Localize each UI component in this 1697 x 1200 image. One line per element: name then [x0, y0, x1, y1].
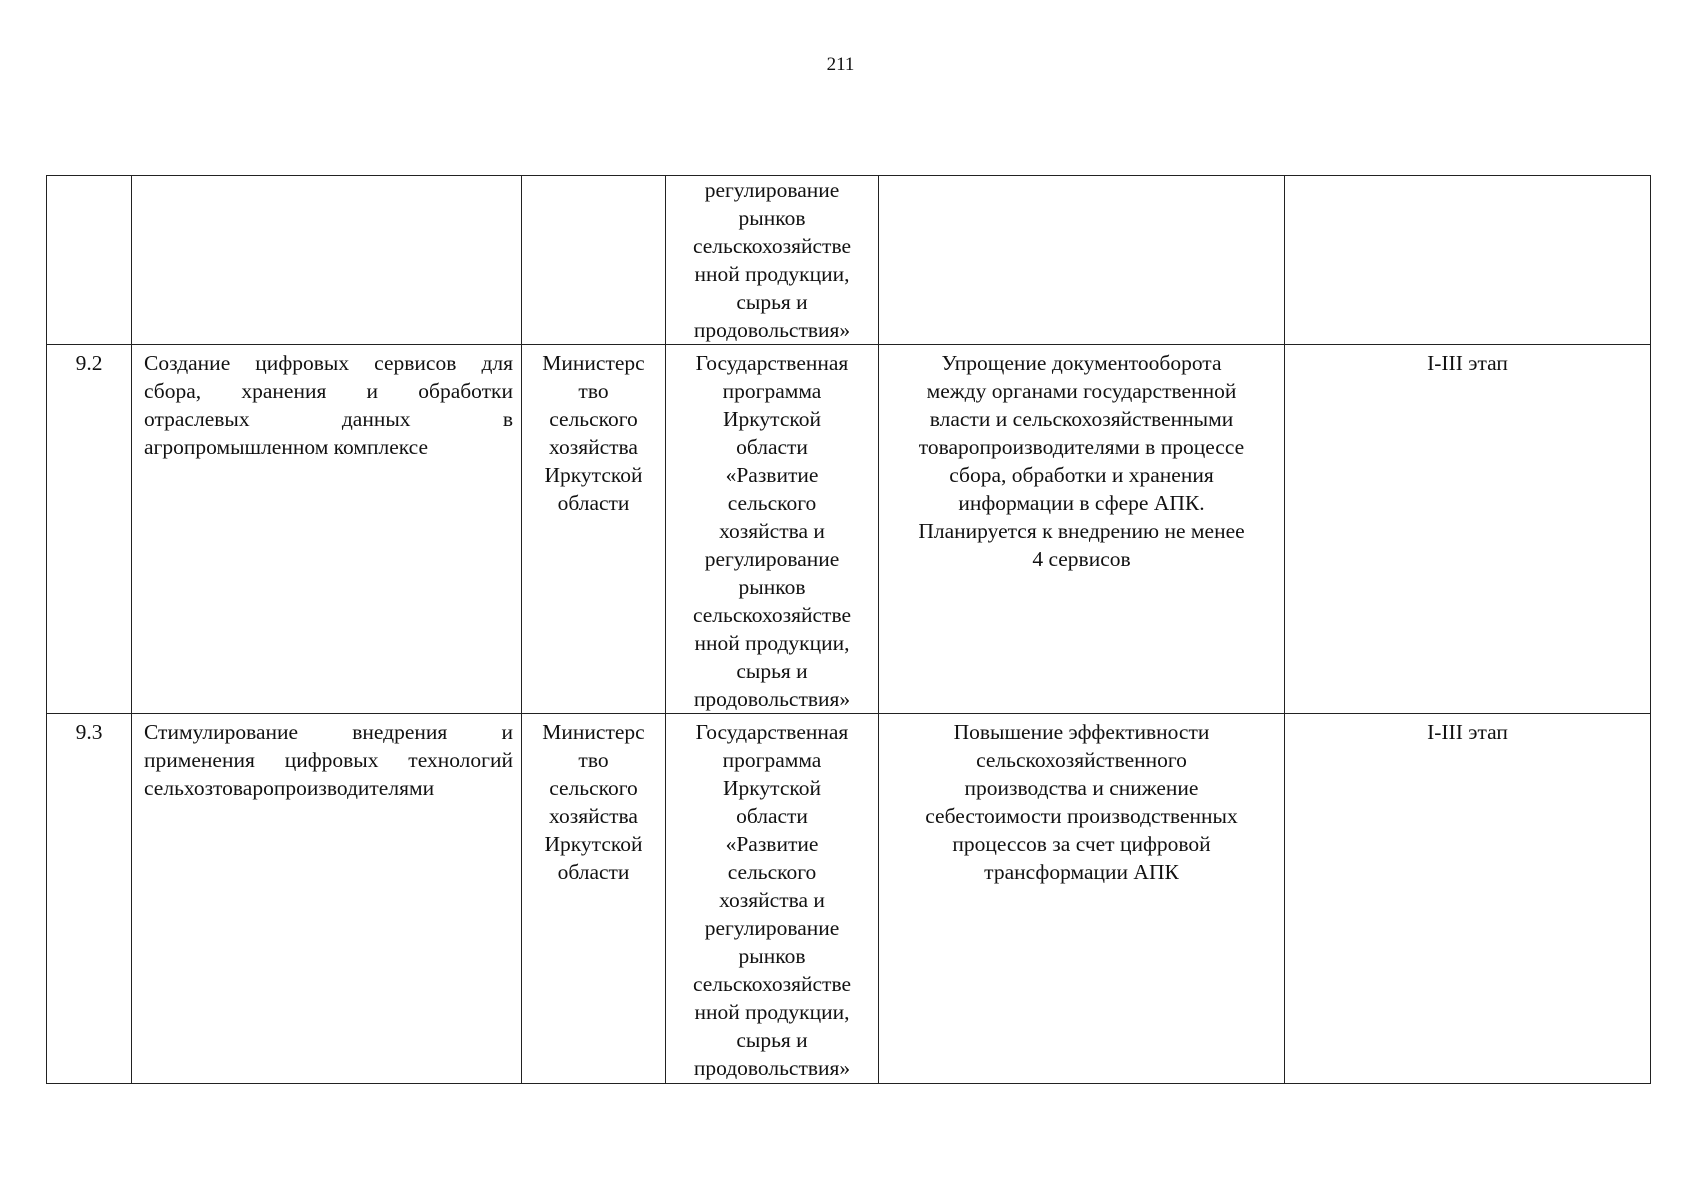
executor [522, 176, 666, 345]
measure-name: Стимулирование внедрения и применения цифровых технологий сельхозтоваропроизводителями [132, 714, 522, 1084]
row-number: 9.3 [47, 714, 132, 1084]
expected-result: Повышение эффективности сельскохозяйственного производства и снижение себестоимости производственных процессов за счет цифровой трансформации АПК [879, 714, 1285, 1084]
table-row [47, 345, 1651, 714]
stage: I-III этап [1285, 714, 1651, 1084]
stage: I-III этап [1285, 345, 1651, 714]
measure-name [132, 176, 522, 345]
page-number: 211 [826, 54, 855, 75]
stage [1285, 176, 1651, 345]
measure-name: Создание цифровых сервисов для сбора, хранения и обработки отраслевых данных в агропромышленном комплексе [132, 345, 522, 714]
program: регулирование рынков сельскохозяйстве нной продукции, сырья и продовольствия» [666, 176, 879, 345]
measures-table [46, 175, 1651, 1084]
row-number [47, 176, 132, 345]
executor: Министерс тво сельского хозяйства Иркутской области [522, 714, 666, 1084]
program: Государственная программа Иркутской области «Развитие сельского хозяйства и регулирование рынков сельскохозяйстве нной продукции, сырья и продовольствия» [666, 345, 879, 714]
table-row [47, 714, 1651, 1084]
executor: Министерс тво сельского хозяйства Иркутской области [522, 345, 666, 714]
expected-result [879, 176, 1285, 345]
program: Государственная программа Иркутской области «Развитие сельского хозяйства и регулирование рынков сельскохозяйстве нной продукции, сырья и продовольствия» [666, 714, 879, 1084]
row-number: 9.2 [47, 345, 132, 714]
expected-result: Упрощение документооборота между органами государственной власти и сельскохозяйственными товаропроизводителями в процессе сбора, обработки и хранения информации в сфере АПК. Планируется к внедрению не менее 4 сервисов [879, 345, 1285, 714]
table-row [47, 176, 1651, 345]
